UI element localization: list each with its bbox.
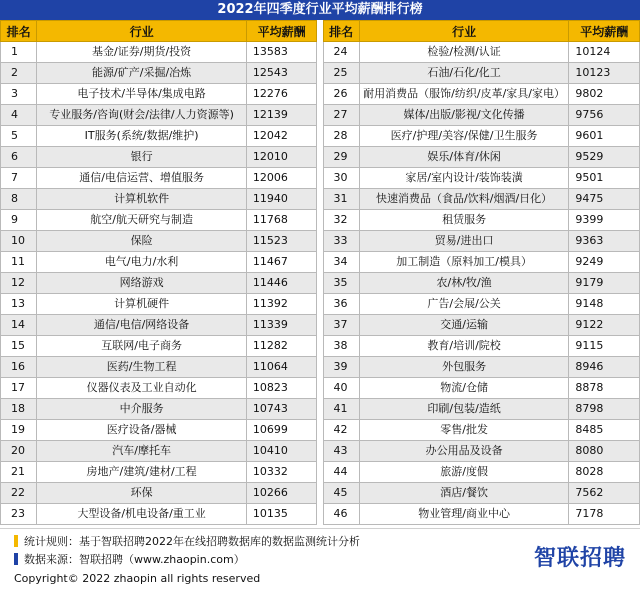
- salary-cell: 9115: [569, 336, 640, 357]
- rank-cell: 18: [1, 399, 37, 420]
- salary-cell: 9756: [569, 105, 640, 126]
- data-source-text: 数据来源：智联招聘（www.zhaopin.com）: [24, 553, 245, 566]
- salary-cell: 8080: [569, 441, 640, 462]
- industry-cell: 电子技术/半导体/集成电路: [37, 84, 247, 105]
- industry-cell: 广告/会展/公关: [359, 294, 569, 315]
- salary-cell: 9179: [569, 273, 640, 294]
- industry-cell: 物流/仓储: [359, 378, 569, 399]
- rank-cell: 13: [1, 294, 37, 315]
- salary-cell: 8878: [569, 378, 640, 399]
- industry-cell: 互联网/电子商务: [37, 336, 247, 357]
- salary-cell: 11392: [246, 294, 317, 315]
- salary-cell: 8798: [569, 399, 640, 420]
- footer: [0, 528, 640, 594]
- salary-cell: 9122: [569, 315, 640, 336]
- table-row: [1, 210, 640, 231]
- table-row: [1, 441, 640, 462]
- table-row: [1, 42, 640, 63]
- rank-cell: 43: [323, 441, 359, 462]
- salary-cell: 11064: [246, 357, 317, 378]
- salary-cell: 12006: [246, 168, 317, 189]
- table-row: [1, 147, 640, 168]
- zhaopin-logo: 智联招聘: [533, 546, 626, 571]
- salary-cell: 12543: [246, 63, 317, 84]
- salary-cell: 8028: [569, 462, 640, 483]
- industry-cell: 仪器仪表及工业自动化: [37, 378, 247, 399]
- industry-cell: 租赁服务: [359, 210, 569, 231]
- rank-cell: 6: [1, 147, 37, 168]
- rank-cell: 35: [323, 273, 359, 294]
- industry-cell: 外包服务: [359, 357, 569, 378]
- rank-cell: 44: [323, 462, 359, 483]
- rank-cell: 39: [323, 357, 359, 378]
- salary-cell: 11467: [246, 252, 317, 273]
- salary-cell: 10124: [569, 42, 640, 63]
- statistics-rule-text: 统计规则：基于智联招聘2022年在线招聘数据库的数据监测统计分析: [24, 535, 360, 548]
- statistics-rule-note: [14, 533, 360, 549]
- rank-cell: 7: [1, 168, 37, 189]
- salary-cell: 11282: [246, 336, 317, 357]
- salary-cell: 9249: [569, 252, 640, 273]
- rank-cell: 14: [1, 315, 37, 336]
- rank-cell: 11: [1, 252, 37, 273]
- salary-cell: 8485: [569, 420, 640, 441]
- salary-cell: 12139: [246, 105, 317, 126]
- salary-cell: 10123: [569, 63, 640, 84]
- industry-cell: 网络游戏: [37, 273, 247, 294]
- header-rank-right: 排名: [323, 21, 359, 42]
- salary-cell: 10699: [246, 420, 317, 441]
- rank-cell: 5: [1, 126, 37, 147]
- salary-cell: 13583: [246, 42, 317, 63]
- salary-cell: 11446: [246, 273, 317, 294]
- blue-marker-icon: [14, 553, 18, 565]
- table-header-row: [1, 21, 640, 42]
- industry-cell: 石油/石化/化工: [359, 63, 569, 84]
- table-row: [1, 483, 640, 504]
- table-row: [1, 315, 640, 336]
- table-row: [1, 273, 640, 294]
- rank-cell: 24: [323, 42, 359, 63]
- rank-cell: 28: [323, 126, 359, 147]
- table-row: [1, 357, 640, 378]
- header-rank-left: 排名: [1, 21, 37, 42]
- industry-cell: 媒体/出版/影视/文化传播: [359, 105, 569, 126]
- rank-cell: 10: [1, 231, 37, 252]
- page-title: 2022年四季度行业平均薪酬排行榜: [0, 0, 640, 20]
- yellow-marker-icon: [14, 535, 18, 547]
- industry-cell: 医疗/护理/美容/保健/卫生服务: [359, 126, 569, 147]
- rank-cell: 27: [323, 105, 359, 126]
- rank-cell: 21: [1, 462, 37, 483]
- salary-cell: 12042: [246, 126, 317, 147]
- salary-ranking-table: [0, 20, 640, 525]
- industry-cell: 交通/运输: [359, 315, 569, 336]
- rank-cell: 26: [323, 84, 359, 105]
- salary-cell: 9601: [569, 126, 640, 147]
- table-row: [1, 189, 640, 210]
- industry-cell: 耐用消费品（服饰/纺织/皮革/家具/家电）: [359, 84, 569, 105]
- rank-cell: 23: [1, 504, 37, 525]
- rank-cell: 38: [323, 336, 359, 357]
- table-row: [1, 294, 640, 315]
- rank-cell: 20: [1, 441, 37, 462]
- table-row: [1, 462, 640, 483]
- industry-cell: 专业服务/咨询(财会/法律/人力资源等): [37, 105, 247, 126]
- industry-cell: 房地产/建筑/建材/工程: [37, 462, 247, 483]
- rank-cell: 41: [323, 399, 359, 420]
- salary-cell: 11940: [246, 189, 317, 210]
- rank-cell: 4: [1, 105, 37, 126]
- rank-cell: 42: [323, 420, 359, 441]
- industry-cell: 航空/航天研究与制造: [37, 210, 247, 231]
- industry-cell: 快速消费品（食品/饮料/烟酒/日化）: [359, 189, 569, 210]
- header-salary-right: 平均薪酬: [569, 21, 640, 42]
- data-source-note: [14, 551, 245, 567]
- industry-cell: 计算机硬件: [37, 294, 247, 315]
- salary-cell: 9148: [569, 294, 640, 315]
- table-row: [1, 420, 640, 441]
- salary-cell: 9399: [569, 210, 640, 231]
- table-row: [1, 126, 640, 147]
- salary-cell: 10410: [246, 441, 317, 462]
- rank-cell: 33: [323, 231, 359, 252]
- rank-cell: 22: [1, 483, 37, 504]
- salary-cell: 10743: [246, 399, 317, 420]
- salary-cell: 12276: [246, 84, 317, 105]
- industry-cell: 计算机软件: [37, 189, 247, 210]
- copyright-text: Copyright© 2022 zhaopin all rights reserved: [14, 572, 261, 585]
- table-row: [1, 63, 640, 84]
- industry-cell: 办公用品及设备: [359, 441, 569, 462]
- table-row: [1, 378, 640, 399]
- salary-cell: 9363: [569, 231, 640, 252]
- industry-cell: 家居/室内设计/装饰装潢: [359, 168, 569, 189]
- rank-cell: 15: [1, 336, 37, 357]
- industry-cell: 酒店/餐饮: [359, 483, 569, 504]
- rank-cell: 17: [1, 378, 37, 399]
- rank-cell: 3: [1, 84, 37, 105]
- rank-cell: 16: [1, 357, 37, 378]
- rank-cell: 9: [1, 210, 37, 231]
- industry-cell: 能源/矿产/采掘/冶炼: [37, 63, 247, 84]
- header-industry-right: 行业: [359, 21, 569, 42]
- industry-cell: 银行: [37, 147, 247, 168]
- salary-cell: 7562: [569, 483, 640, 504]
- table-row: [1, 336, 640, 357]
- rank-cell: 37: [323, 315, 359, 336]
- industry-cell: 医药/生物工程: [37, 357, 247, 378]
- industry-cell: 检验/检测/认证: [359, 42, 569, 63]
- industry-cell: 教育/培训/院校: [359, 336, 569, 357]
- salary-cell: 11339: [246, 315, 317, 336]
- industry-cell: 印刷/包装/造纸: [359, 399, 569, 420]
- table-row: [1, 231, 640, 252]
- salary-cell: 7178: [569, 504, 640, 525]
- salary-cell: 9802: [569, 84, 640, 105]
- table-row: [1, 252, 640, 273]
- industry-cell: 医疗设备/器械: [37, 420, 247, 441]
- industry-cell: 旅游/度假: [359, 462, 569, 483]
- industry-cell: 贸易/进出口: [359, 231, 569, 252]
- industry-cell: 电气/电力/水利: [37, 252, 247, 273]
- industry-cell: IT服务(系统/数据/维护): [37, 126, 247, 147]
- industry-cell: 汽车/摩托车: [37, 441, 247, 462]
- table-row: [1, 105, 640, 126]
- rank-cell: 46: [323, 504, 359, 525]
- industry-cell: 基金/证券/期货/投资: [37, 42, 247, 63]
- salary-cell: 11768: [246, 210, 317, 231]
- rank-cell: 8: [1, 189, 37, 210]
- rank-cell: 34: [323, 252, 359, 273]
- salary-cell: 11523: [246, 231, 317, 252]
- rank-cell: 12: [1, 273, 37, 294]
- industry-cell: 通信/电信/网络设备: [37, 315, 247, 336]
- industry-cell: 加工制造（原料加工/模具）: [359, 252, 569, 273]
- rank-cell: 30: [323, 168, 359, 189]
- rank-cell: 1: [1, 42, 37, 63]
- rank-cell: 25: [323, 63, 359, 84]
- industry-cell: 通信/电信运营、增值服务: [37, 168, 247, 189]
- industry-cell: 农/林/牧/渔: [359, 273, 569, 294]
- rank-cell: 2: [1, 63, 37, 84]
- salary-cell: 12010: [246, 147, 317, 168]
- salary-cell: 10135: [246, 504, 317, 525]
- rank-cell: 31: [323, 189, 359, 210]
- salary-cell: 9501: [569, 168, 640, 189]
- industry-cell: 环保: [37, 483, 247, 504]
- industry-cell: 物业管理/商业中心: [359, 504, 569, 525]
- salary-cell: 9475: [569, 189, 640, 210]
- salary-cell: 8946: [569, 357, 640, 378]
- table-row: [1, 399, 640, 420]
- rank-cell: 40: [323, 378, 359, 399]
- header-industry-left: 行业: [37, 21, 247, 42]
- rank-cell: 29: [323, 147, 359, 168]
- rank-cell: 19: [1, 420, 37, 441]
- industry-cell: 零售/批发: [359, 420, 569, 441]
- salary-cell: 9529: [569, 147, 640, 168]
- industry-cell: 保险: [37, 231, 247, 252]
- salary-cell: 10823: [246, 378, 317, 399]
- industry-cell: 中介服务: [37, 399, 247, 420]
- header-salary-left: 平均薪酬: [246, 21, 317, 42]
- rank-cell: 36: [323, 294, 359, 315]
- salary-cell: 10266: [246, 483, 317, 504]
- industry-cell: 娱乐/体育/休闲: [359, 147, 569, 168]
- rank-cell: 45: [323, 483, 359, 504]
- table-row: [1, 504, 640, 525]
- industry-cell: 大型设备/机电设备/重工业: [37, 504, 247, 525]
- table-row: [1, 84, 640, 105]
- table-row: [1, 168, 640, 189]
- salary-cell: 10332: [246, 462, 317, 483]
- rank-cell: 32: [323, 210, 359, 231]
